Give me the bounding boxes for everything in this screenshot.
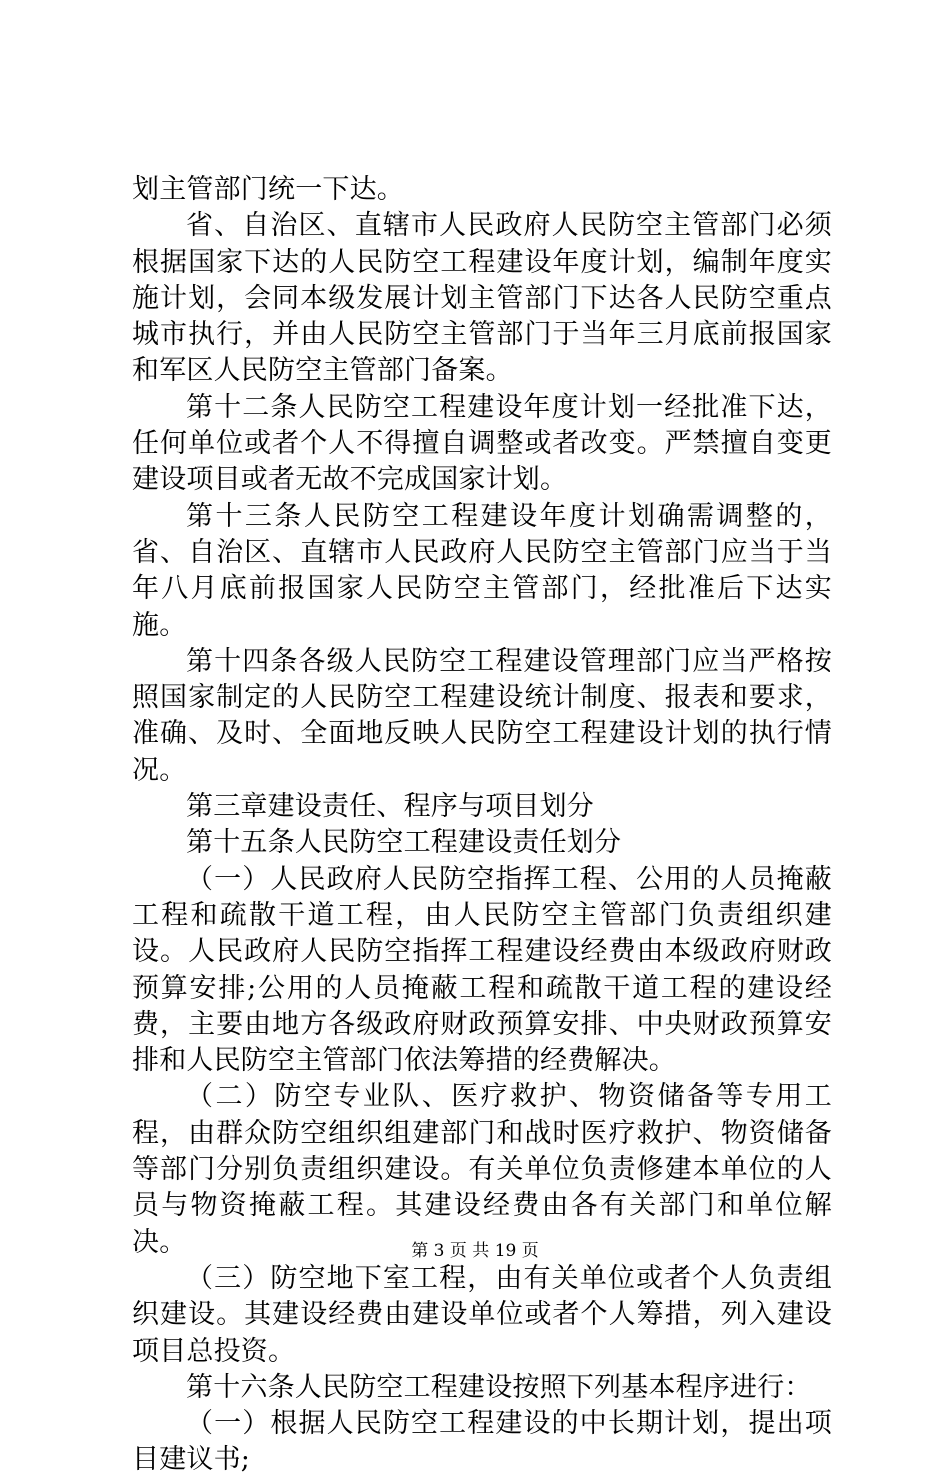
paragraph-article-15: 第十五条人民防空工程建设责任划分	[186, 827, 622, 859]
paragraph-2: 省、自治区、直辖市人民政府人民防空主管部门必须根据国家下达的人民防空工程建设年度计划，编制年度实施计划，会同本级发展计划主管部门下达各人民防空重点城市执行，并由人民防空主管部门于当年三月底前报国家和军区人民防空主管部门备案。	[132, 210, 832, 387]
paragraph-article-16: 第十六条人民防空工程建设按照下列基本程序进行：	[186, 1371, 812, 1403]
chapter-3-heading: 第三章建设责任、程序与项目划分	[186, 791, 594, 823]
paragraph-article-14: 第十四条各级人民防空工程建设管理部门应当严格按照国家制定的人民防空工程建设统计制度、报表和要求，准确、及时、全面地反映人民防空工程建设计划的执行情况。	[132, 645, 832, 786]
paragraph-item-2: （二）防空专业队、医疗救护、物资储备等专用工程，由群众防空组织组建部门和战时医疗救护、物资储备等部门分别负责组织建设。有关单位负责修建本单位的人员与物资掩蔽工程。其建设经费由各有关部门和单位解决。	[132, 1081, 832, 1258]
page-footer: 第 3 页 共 19 页	[411, 1241, 539, 1261]
paragraph-item-1: （一）人民政府人民防空指挥工程、公用的人员掩蔽工程和疏散干道工程，由人民防空主管部门负责组织建设。人民政府人民防空指挥工程建设经费由本级政府财政预算安排;公用的人员掩蔽工程和疏散干道工程的建设经费，主要由地方各级政府财政预算安排、中央财政预算安排和人民防空主管部门依法筹措的经费解决。	[132, 863, 832, 1077]
paragraph-procedure-1: （一）根据人民防空工程建设的中长期计划，提出项目建议书;	[132, 1408, 832, 1476]
paragraph-1: 划主管部门统一下达。	[132, 174, 404, 205]
paragraph-item-3: （三）防空地下室工程，由有关单位或者个人负责组织建设。其建设经费由建设单位或者个人筹措，列入建设项目总投资。	[132, 1262, 832, 1367]
document-body	[132, 172, 832, 1479]
paragraph-article-13: 第十三条人民防空工程建设年度计划确需调整的，省、自治区、直辖市人民政府人民防空主管部门应当于当年八月底前报国家人民防空主管部门，经批准后下达实施。	[132, 500, 832, 641]
paragraph-article-12: 第十二条人民防空工程建设年度计划一经批准下达，任何单位或者个人不得擅自调整或者改变。严禁擅自变更建设项目或者无故不完成国家计划。	[132, 391, 832, 496]
